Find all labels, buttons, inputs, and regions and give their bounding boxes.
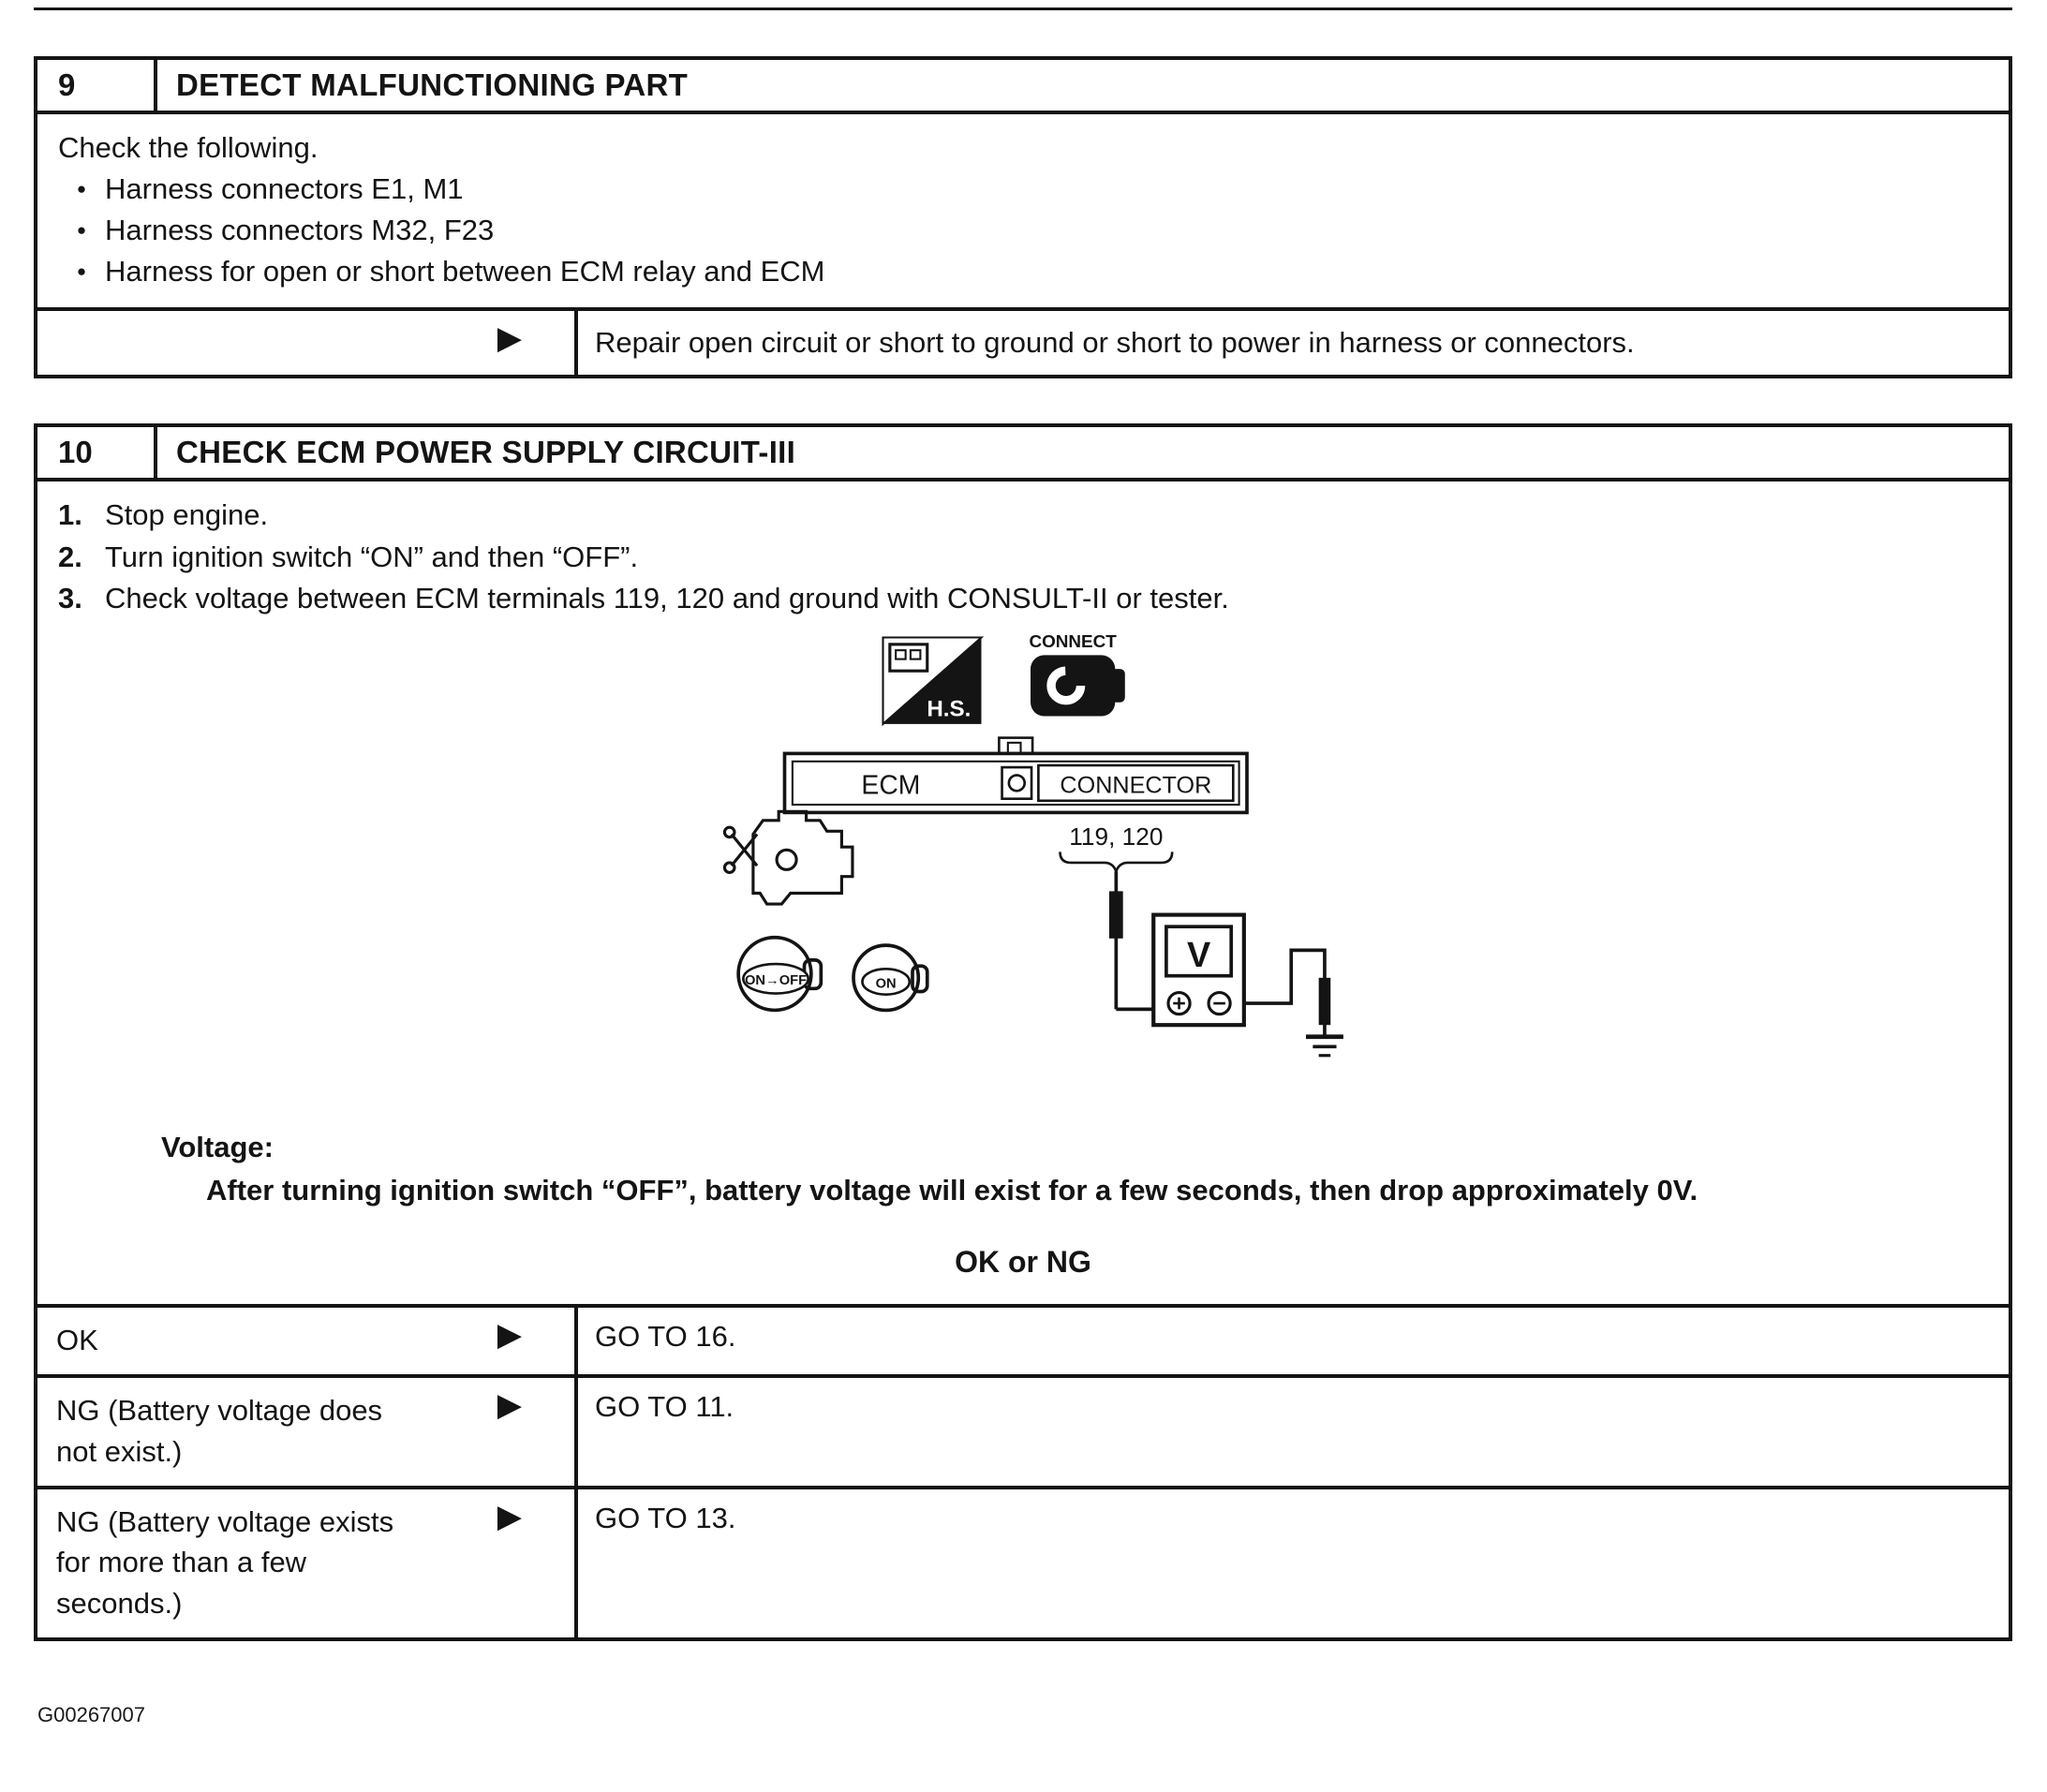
step-10-instructions [37,481,2009,620]
result-action: GO TO 11. [595,1390,734,1424]
table-row [37,1308,2009,1374]
list-item [58,169,1988,210]
connector-label: CONNECTOR [1060,772,1212,799]
result-condition-cell [37,1378,578,1486]
step-number: 2. [58,540,82,573]
ecm-label: ECM [861,770,921,801]
bullet-text: Harness for open or short between ECM relay and ECM [105,255,825,289]
step-10-title: CHECK ECM POWER SUPPLY CIRCUIT-III [176,435,796,469]
bullet-icon [58,210,105,251]
step-9-number: 9 [37,60,157,111]
connect-label: CONNECT [1029,631,1117,652]
bullet-text: Harness connectors M32, F23 [105,214,495,247]
step-text: Turn ignition switch “ON” and then “OFF”. [105,540,639,573]
bullet-icon [58,251,105,292]
bullet-icon [58,169,105,210]
step-number: 3. [58,582,82,615]
step-9-intro: Check the following. [58,131,319,164]
step-text: Stop engine. [105,498,269,531]
voltmeter-label: V [1186,936,1211,976]
step-9-box [34,56,2012,378]
voltmeter-icon [1153,914,1244,1025]
voltage-note [161,1126,2009,1213]
result-action: GO TO 16. [595,1319,736,1353]
list-item [58,210,1988,251]
engine-icon [724,811,853,904]
step-9-body [37,114,2009,307]
step-10-number: 10 [37,427,157,478]
table-row [37,1374,2009,1486]
step-9-title: DETECT MALFUNCTIONING PART [176,67,689,102]
result-table [37,1304,2009,1637]
measurement-diagram-svg [637,628,1385,1100]
arrow-right-icon [497,1389,522,1421]
decision-label: OK or NG [955,1244,1091,1279]
bullet-text: Harness connectors E1, M1 [105,172,464,206]
list-item [58,251,1988,292]
hs-icon [883,637,982,723]
ecm-connector-box [785,737,1248,812]
voltage-text: After turning ignition switch “OFF”, battery voltage will exist for a few seconds, then drop approximately 0V. [206,1174,1698,1207]
step-9-header [37,60,2009,114]
page-top-rule [34,7,2012,10]
ground-post-icon [1319,978,1331,1025]
table-row [37,1486,2009,1637]
ignition-on-icon [853,945,927,1010]
figure-code: G00267007 [37,1703,145,1726]
result-action: GO TO 13. [595,1502,736,1535]
ignition-on-off-icon [738,938,821,1011]
step-10-box [34,423,2012,1641]
result-condition: NG (Battery voltage does not exist.) [56,1394,383,1468]
result-condition: OK [56,1323,98,1356]
arrow-right-icon [497,322,522,354]
voltage-heading: Voltage: [161,1130,274,1163]
result-condition-cell [37,1489,578,1637]
hs-label: H.S. [927,696,972,722]
ignition-on-off-label: ON→OFF [745,973,808,989]
result-condition: NG (Battery voltage exists for more than a few seconds.) [56,1505,394,1620]
step-9-action-row [37,307,2009,375]
step-text: Check voltage between ECM terminals 119, 120 and ground with CONSULT-II or tester. [105,582,1229,615]
ignition-on-label: ON [875,976,897,992]
terminal-numbers-label: 119, 120 [1069,822,1164,851]
step-number: 1. [58,498,82,531]
step-9-action-text: Repair open circuit or short to ground or short to power in harness or connectors. [595,326,1635,360]
arrow-right-icon [497,1501,522,1533]
arrow-right-icon [497,1319,522,1351]
list-item [58,578,1988,620]
measurement-diagram [37,620,2009,1126]
step-10-header [37,427,2009,481]
list-item [58,495,1988,537]
probe-icon [1109,891,1123,938]
brace-icon [1061,852,1173,871]
ground-icon [1306,1037,1343,1056]
action-left-cell [37,311,578,375]
list-item [58,537,1988,579]
result-condition-cell [37,1308,578,1374]
connect-icon [1031,655,1125,716]
